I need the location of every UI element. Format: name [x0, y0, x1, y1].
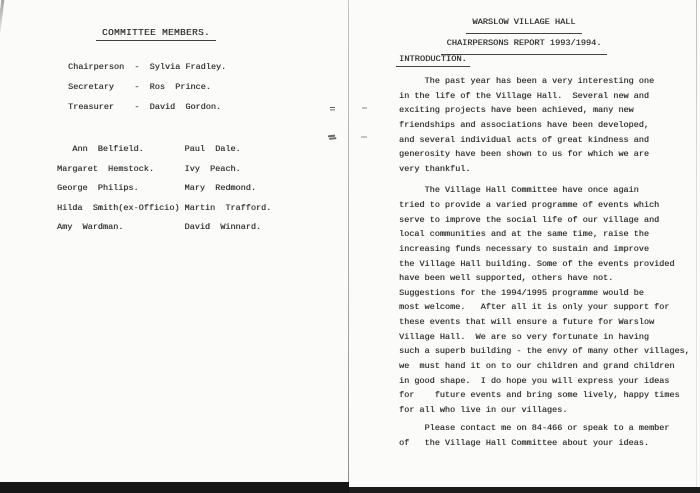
text-line: very thankful.	[399, 163, 471, 174]
page-seam-line	[348, 0, 349, 487]
report-subtitle: CHAIRPERSONS REPORT 1993/1994.	[441, 34, 608, 55]
report-body	[399, 74, 699, 451]
text-line: Suggestions for the 1994/1995 programme would be	[399, 287, 644, 298]
text-line: in the life of the Village Hall. Several new and	[399, 90, 649, 101]
scan-speck	[361, 136, 367, 138]
introduction-heading	[396, 54, 470, 67]
scan-speck	[328, 135, 335, 137]
text-line: Secretary - Ros Prince.	[68, 81, 211, 92]
text-line: exciting projects have been achieved, many new	[399, 105, 634, 116]
text-line: Margaret Hemstock. Ivy Peach.	[57, 163, 241, 174]
scan-speck	[362, 107, 367, 109]
text-line: most welcome. After all it is only your support for	[399, 302, 670, 313]
text-line: The past year has been a very interesting one	[399, 76, 655, 86]
text-line: The Village Hall Committee have once again	[399, 185, 639, 196]
closing-paragraph	[399, 421, 699, 450]
top-left-scan-edge	[0, 0, 5, 42]
text-line: these events that will ensure a future for Warslow	[399, 317, 655, 327]
bottom-scan-edge-left	[0, 482, 349, 493]
text-line: Please contact me on 84-466 or speak to a member	[399, 423, 670, 434]
text-line: in good shape. I do hope you will express your ideas	[399, 375, 670, 386]
text-line: Ann Belfield. Paul Dale.	[57, 144, 241, 154]
text-line: Chairperson - Sylvia Fradley.	[68, 62, 227, 72]
text-line: have been well supported, others have not.	[399, 273, 614, 284]
text-line: the Village Hall building. Some of the events provided	[399, 258, 675, 269]
text-line: serve to improve the social life of our village and	[399, 214, 660, 225]
introduction-heading-text: INTRODUCTION.	[396, 54, 470, 67]
text-line: Village Hall. We are so very fortunate in having	[399, 331, 649, 342]
paragraph-1	[399, 74, 699, 176]
report-header	[350, 13, 698, 55]
report-title: WARSLOW VILLAGE HALL	[466, 13, 581, 34]
text-line: Hilda Smith(ex-Officio) Martin Trafford.	[57, 202, 272, 213]
text-line: of the Village Hall Committee about your ideas.	[399, 438, 649, 448]
text-line: such a superb building - the envy of many other villages,	[399, 346, 690, 357]
text-line: for future events and bring some lively, happy times	[399, 390, 680, 401]
text-line: local communities and at the same time, raise the	[399, 229, 649, 240]
text-line: we must hand it on to our children and grand children	[399, 360, 675, 371]
text-line: for all who live in our villages.	[399, 404, 568, 415]
text-line: generosity have been shown to us for which we are	[399, 149, 649, 160]
text-line: Treasurer - David Gordon.	[68, 101, 222, 112]
bottom-scan-edge-right	[349, 487, 700, 493]
committee-members-heading	[96, 27, 216, 41]
members-list	[57, 140, 271, 238]
text-line: tried to provide a varied programme of events which	[399, 200, 660, 210]
right-page-edge-line	[696, 0, 697, 493]
officers-list	[68, 58, 226, 117]
report-title-row	[350, 13, 698, 34]
text-line: Amy Wardman. David Winnard.	[57, 222, 262, 233]
text-line: and several individual acts of great kindness and	[399, 134, 649, 145]
text-line: George Philips. Mary Redmond.	[57, 183, 256, 194]
text-line: friendships and associations have been developed,	[399, 119, 649, 130]
text-line: increasing funds necessary to sustain and improve	[399, 243, 649, 254]
scan-speck	[330, 107, 335, 108]
report-subtitle-row	[350, 34, 698, 55]
paragraph-2	[399, 183, 699, 417]
committee-members-heading-text: COMMITTEE MEMBERS.	[96, 27, 216, 41]
